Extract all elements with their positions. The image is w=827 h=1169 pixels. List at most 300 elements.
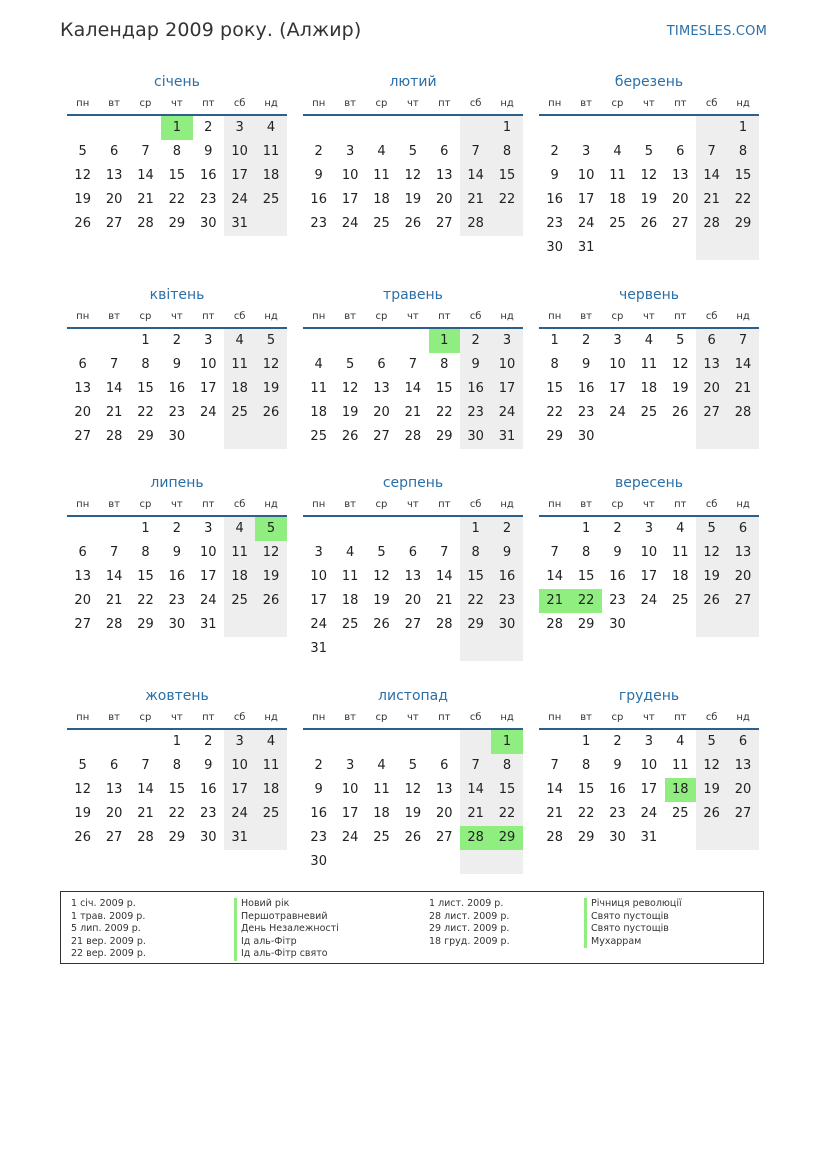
day-cell[interactable]: 11 (224, 353, 255, 377)
day-cell[interactable]: 14 (460, 164, 491, 188)
day-cell[interactable]: 18 (671, 569, 689, 584)
day-cell[interactable]: 13 (105, 168, 123, 183)
day-cell[interactable]: 29 (137, 429, 154, 444)
day-cell[interactable]: 22 (137, 405, 154, 420)
day-cell[interactable]: 13 (373, 381, 390, 396)
day-cell[interactable]: 19 (74, 806, 91, 821)
day-cell[interactable]: 24 (577, 216, 595, 231)
day-cell[interactable]: 27 (435, 216, 453, 231)
day-cell[interactable]: 18 (609, 192, 626, 207)
day-cell[interactable]: 20 (105, 806, 123, 821)
day-cell[interactable]: 22 (435, 405, 453, 420)
day-cell[interactable]: 28 (105, 617, 123, 632)
day-cell[interactable]: 15 (168, 168, 186, 183)
day-cell[interactable]: 16 (491, 565, 522, 589)
day-cell[interactable]: 9 (172, 357, 181, 372)
day-cell[interactable]: 12 (671, 357, 689, 372)
day-cell[interactable]: 23 (168, 593, 186, 608)
day-cell[interactable]: 28 (546, 617, 563, 632)
day-cell[interactable]: 10 (341, 168, 359, 183)
day-cell[interactable]: 26 (255, 589, 286, 613)
day-cell[interactable]: 5 (408, 144, 417, 159)
day-cell[interactable]: 19 (373, 593, 390, 608)
day-cell[interactable]: 6 (696, 329, 727, 353)
day-cell[interactable]: 31 (310, 641, 327, 656)
day-cell[interactable]: 7 (440, 545, 449, 560)
day-cell[interactable]: 25 (640, 405, 658, 420)
day-cell[interactable]: 15 (577, 569, 595, 584)
day-cell[interactable]: 1 (581, 734, 591, 749)
day-cell[interactable]: 9 (204, 758, 213, 773)
day-cell[interactable]: 14 (435, 569, 453, 584)
day-cell[interactable]: 8 (172, 144, 181, 159)
day-cell[interactable]: 6 (78, 357, 87, 372)
day-cell[interactable]: 27 (696, 401, 727, 425)
day-cell[interactable]: 1 (727, 116, 758, 140)
day-cell[interactable]: 10 (224, 140, 255, 164)
day-cell[interactable]: 20 (727, 565, 758, 589)
day-cell[interactable]: 13 (105, 782, 123, 797)
day-cell[interactable]: 13 (727, 754, 758, 778)
day-cell[interactable]: 15 (137, 569, 154, 584)
day-cell[interactable]: 22 (137, 593, 154, 608)
day-cell[interactable]: 3 (644, 521, 653, 536)
day-cell[interactable]: 23 (491, 589, 522, 613)
day-cell[interactable]: 7 (696, 140, 727, 164)
day-cell[interactable]: 24 (199, 405, 217, 420)
day-cell[interactable]: 10 (310, 569, 327, 584)
day-cell[interactable]: 8 (172, 758, 181, 773)
day-cell[interactable]: 18 (373, 806, 390, 821)
day-cell[interactable]: 2 (204, 120, 213, 135)
day-cell[interactable]: 6 (727, 517, 758, 541)
day-cell[interactable]: 9 (460, 353, 491, 377)
day-cell[interactable]: 19 (696, 778, 727, 802)
day-cell[interactable]: 27 (373, 429, 390, 444)
day-cell[interactable]: 10 (491, 353, 522, 377)
day-cell[interactable]: 26 (74, 216, 91, 231)
day-cell[interactable]: 8 (440, 357, 449, 372)
day-cell[interactable]: 2 (314, 758, 323, 773)
day-cell[interactable]: 3 (314, 545, 323, 560)
day-cell[interactable]: 5 (78, 758, 87, 773)
day-cell[interactable]: 14 (546, 569, 563, 584)
day-cell[interactable]: 20 (696, 377, 727, 401)
day-cell[interactable]: 24 (640, 593, 658, 608)
day-cell[interactable]: 20 (727, 778, 758, 802)
day-cell[interactable]: 16 (199, 782, 217, 797)
day-cell[interactable]: 2 (314, 144, 323, 159)
day-cell[interactable]: 16 (310, 806, 327, 821)
day-cell[interactable]: 23 (310, 216, 327, 231)
day-cell[interactable]: 6 (109, 758, 119, 773)
day-cell[interactable]: 31 (224, 826, 255, 850)
day-cell[interactable]: 11 (255, 140, 286, 164)
day-cell[interactable]: 24 (224, 802, 255, 826)
day-cell[interactable]: 25 (255, 188, 286, 212)
day-cell[interactable]: 2 (172, 521, 181, 536)
day-cell[interactable]: 11 (373, 168, 390, 183)
day-cell[interactable]: 19 (74, 192, 91, 207)
day-cell[interactable]: 2 (613, 521, 622, 536)
day-cell[interactable]: 16 (168, 569, 186, 584)
day-cell[interactable]: 2 (172, 333, 181, 348)
day-cell[interactable]: 27 (105, 216, 123, 231)
day-cell[interactable]: 11 (373, 782, 390, 797)
day-cell[interactable]: 1 (172, 734, 181, 749)
day-cell[interactable]: 10 (609, 357, 626, 372)
day-cell[interactable]: 5 (78, 144, 87, 159)
day-cell[interactable]: 4 (676, 734, 685, 749)
day-cell[interactable]: 11 (671, 758, 689, 773)
holiday-day-cell[interactable]: 1 (491, 730, 522, 754)
day-cell[interactable]: 14 (546, 782, 563, 797)
day-cell[interactable]: 1 (141, 521, 150, 536)
day-cell[interactable]: 1 (491, 116, 522, 140)
day-cell[interactable]: 11 (224, 541, 255, 565)
day-cell[interactable]: 5 (676, 333, 685, 348)
day-cell[interactable]: 12 (255, 353, 286, 377)
day-cell[interactable]: 5 (255, 329, 286, 353)
day-cell[interactable]: 16 (310, 192, 327, 207)
day-cell[interactable]: 1 (460, 517, 491, 541)
day-cell[interactable]: 24 (341, 830, 359, 845)
day-cell[interactable]: 11 (609, 168, 626, 183)
day-cell[interactable]: 9 (613, 545, 622, 560)
day-cell[interactable]: 26 (696, 802, 727, 826)
day-cell[interactable]: 15 (577, 782, 595, 797)
day-cell[interactable]: 22 (577, 806, 595, 821)
day-cell[interactable]: 18 (224, 377, 255, 401)
day-cell[interactable]: 2 (581, 333, 591, 348)
day-cell[interactable]: 24 (310, 617, 327, 632)
day-cell[interactable]: 5 (408, 758, 417, 773)
day-cell[interactable]: 12 (404, 168, 422, 183)
day-cell[interactable]: 3 (224, 730, 255, 754)
day-cell[interactable]: 19 (255, 377, 286, 401)
day-cell[interactable]: 21 (460, 188, 491, 212)
day-cell[interactable]: 26 (696, 589, 727, 613)
day-cell[interactable]: 8 (141, 357, 150, 372)
day-cell[interactable]: 3 (644, 734, 653, 749)
day-cell[interactable]: 4 (377, 758, 386, 773)
day-cell[interactable]: 14 (137, 168, 154, 183)
day-cell[interactable]: 23 (199, 806, 217, 821)
day-cell[interactable]: 10 (199, 357, 217, 372)
day-cell[interactable]: 17 (199, 569, 217, 584)
day-cell[interactable]: 21 (137, 192, 154, 207)
day-cell[interactable]: 5 (377, 545, 386, 560)
day-cell[interactable]: 18 (255, 164, 286, 188)
day-cell[interactable]: 12 (341, 381, 359, 396)
day-cell[interactable]: 17 (491, 377, 522, 401)
day-cell[interactable]: 24 (491, 401, 522, 425)
day-cell[interactable]: 1 (550, 333, 559, 348)
day-cell[interactable]: 28 (546, 830, 563, 845)
day-cell[interactable]: 12 (74, 168, 91, 183)
day-cell[interactable]: 23 (168, 405, 186, 420)
day-cell[interactable]: 7 (460, 754, 491, 778)
day-cell[interactable]: 30 (609, 830, 626, 845)
day-cell[interactable]: 8 (550, 357, 559, 372)
day-cell[interactable]: 27 (105, 830, 123, 845)
day-cell[interactable]: 17 (341, 806, 359, 821)
day-cell[interactable]: 16 (168, 381, 186, 396)
day-cell[interactable]: 16 (199, 168, 217, 183)
day-cell[interactable]: 21 (105, 593, 123, 608)
day-cell[interactable]: 9 (314, 168, 323, 183)
day-cell[interactable]: 6 (440, 144, 449, 159)
day-cell[interactable]: 19 (255, 565, 286, 589)
day-cell[interactable]: 22 (460, 589, 491, 613)
day-cell[interactable]: 12 (74, 782, 91, 797)
day-cell[interactable]: 17 (609, 381, 626, 396)
day-cell[interactable]: 22 (546, 405, 563, 420)
day-cell[interactable]: 30 (577, 429, 595, 444)
day-cell[interactable]: 4 (644, 333, 653, 348)
day-cell[interactable]: 10 (577, 168, 595, 183)
day-cell[interactable]: 5 (345, 357, 355, 372)
day-cell[interactable]: 6 (109, 144, 119, 159)
day-cell[interactable]: 13 (74, 569, 91, 584)
day-cell[interactable]: 23 (609, 593, 626, 608)
day-cell[interactable]: 7 (109, 357, 119, 372)
day-cell[interactable]: 8 (460, 541, 491, 565)
day-cell[interactable]: 12 (640, 168, 658, 183)
day-cell[interactable]: 28 (435, 617, 453, 632)
day-cell[interactable]: 28 (727, 401, 758, 425)
day-cell[interactable]: 25 (255, 802, 286, 826)
day-cell[interactable]: 28 (137, 830, 154, 845)
day-cell[interactable]: 9 (491, 541, 522, 565)
day-cell[interactable]: 16 (609, 569, 626, 584)
day-cell[interactable]: 25 (341, 617, 359, 632)
day-cell[interactable]: 8 (491, 140, 522, 164)
day-cell[interactable]: 23 (546, 216, 563, 231)
day-cell[interactable]: 24 (224, 188, 255, 212)
day-cell[interactable]: 31 (224, 212, 255, 236)
day-cell[interactable]: 27 (404, 617, 422, 632)
day-cell[interactable]: 15 (460, 565, 491, 589)
day-cell[interactable]: 28 (105, 429, 123, 444)
day-cell[interactable]: 3 (613, 333, 622, 348)
day-cell[interactable]: 23 (460, 401, 491, 425)
day-cell[interactable]: 15 (727, 164, 758, 188)
day-cell[interactable]: 25 (671, 593, 689, 608)
day-cell[interactable]: 17 (224, 778, 255, 802)
day-cell[interactable]: 6 (727, 730, 758, 754)
day-cell[interactable]: 31 (491, 425, 522, 449)
day-cell[interactable]: 27 (727, 802, 758, 826)
day-cell[interactable]: 7 (141, 144, 150, 159)
day-cell[interactable]: 21 (435, 593, 453, 608)
day-cell[interactable]: 14 (137, 782, 154, 797)
day-cell[interactable]: 10 (640, 758, 658, 773)
day-cell[interactable]: 21 (546, 806, 563, 821)
day-cell[interactable]: 21 (727, 377, 758, 401)
day-cell[interactable]: 6 (440, 758, 449, 773)
day-cell[interactable]: 19 (404, 192, 422, 207)
holiday-day-cell[interactable]: 5 (255, 517, 286, 541)
day-cell[interactable]: 24 (609, 405, 626, 420)
day-cell[interactable]: 4 (613, 144, 622, 159)
day-cell[interactable]: 7 (408, 357, 417, 372)
day-cell[interactable]: 24 (199, 593, 217, 608)
day-cell[interactable]: 3 (204, 333, 213, 348)
day-cell[interactable]: 12 (255, 541, 286, 565)
day-cell[interactable]: 13 (74, 381, 91, 396)
day-cell[interactable]: 28 (696, 212, 727, 236)
day-cell[interactable]: 11 (341, 569, 359, 584)
day-cell[interactable]: 30 (199, 830, 217, 845)
day-cell[interactable]: 31 (199, 617, 217, 632)
day-cell[interactable]: 22 (168, 192, 186, 207)
day-cell[interactable]: 8 (727, 140, 758, 164)
holiday-day-cell[interactable]: 21 (539, 589, 570, 613)
day-cell[interactable]: 13 (435, 168, 453, 183)
day-cell[interactable]: 14 (105, 569, 123, 584)
day-cell[interactable]: 13 (696, 353, 727, 377)
day-cell[interactable]: 21 (696, 188, 727, 212)
holiday-day-cell[interactable]: 18 (665, 778, 696, 802)
holiday-day-cell[interactable]: 28 (460, 826, 491, 850)
day-cell[interactable]: 7 (550, 545, 559, 560)
day-cell[interactable]: 28 (460, 212, 491, 236)
day-cell[interactable]: 29 (577, 830, 595, 845)
day-cell[interactable]: 14 (105, 381, 123, 396)
holiday-day-cell[interactable]: 1 (429, 329, 460, 353)
day-cell[interactable]: 26 (255, 401, 286, 425)
day-cell[interactable]: 5 (644, 144, 653, 159)
day-cell[interactable]: 24 (341, 216, 359, 231)
day-cell[interactable]: 15 (168, 782, 186, 797)
day-cell[interactable]: 7 (109, 545, 119, 560)
day-cell[interactable]: 2 (204, 734, 213, 749)
day-cell[interactable]: 17 (310, 593, 327, 608)
day-cell[interactable]: 19 (671, 381, 689, 396)
day-cell[interactable]: 30 (168, 429, 186, 444)
day-cell[interactable]: 26 (640, 216, 658, 231)
day-cell[interactable]: 27 (727, 589, 758, 613)
day-cell[interactable]: 7 (550, 758, 559, 773)
day-cell[interactable]: 13 (727, 541, 758, 565)
day-cell[interactable]: 23 (199, 192, 217, 207)
day-cell[interactable]: 26 (404, 216, 422, 231)
day-cell[interactable]: 23 (310, 830, 327, 845)
day-cell[interactable]: 17 (224, 164, 255, 188)
day-cell[interactable]: 8 (141, 545, 150, 560)
day-cell[interactable]: 20 (404, 593, 422, 608)
day-cell[interactable]: 4 (377, 144, 386, 159)
day-cell[interactable]: 29 (460, 613, 491, 637)
holiday-day-cell[interactable]: 29 (491, 826, 522, 850)
day-cell[interactable]: 30 (168, 617, 186, 632)
day-cell[interactable]: 20 (74, 405, 91, 420)
day-cell[interactable]: 17 (640, 569, 658, 584)
day-cell[interactable]: 9 (581, 357, 591, 372)
day-cell[interactable]: 26 (373, 617, 390, 632)
day-cell[interactable]: 27 (74, 429, 91, 444)
day-cell[interactable]: 22 (168, 806, 186, 821)
day-cell[interactable]: 26 (671, 405, 689, 420)
day-cell[interactable]: 8 (581, 758, 591, 773)
day-cell[interactable]: 18 (255, 778, 286, 802)
day-cell[interactable]: 22 (491, 802, 522, 826)
day-cell[interactable]: 16 (609, 782, 626, 797)
day-cell[interactable]: 8 (581, 545, 591, 560)
day-cell[interactable]: 26 (341, 429, 359, 444)
day-cell[interactable]: 13 (435, 782, 453, 797)
day-cell[interactable]: 17 (640, 782, 658, 797)
day-cell[interactable]: 23 (609, 806, 626, 821)
day-cell[interactable]: 3 (345, 758, 355, 773)
day-cell[interactable]: 6 (78, 545, 87, 560)
day-cell[interactable]: 9 (314, 782, 323, 797)
day-cell[interactable]: 5 (696, 730, 727, 754)
day-cell[interactable]: 30 (199, 216, 217, 231)
day-cell[interactable]: 15 (137, 381, 154, 396)
day-cell[interactable]: 21 (105, 405, 123, 420)
day-cell[interactable]: 16 (577, 381, 595, 396)
day-cell[interactable]: 13 (671, 168, 689, 183)
day-cell[interactable]: 12 (696, 754, 727, 778)
day-cell[interactable]: 29 (168, 830, 186, 845)
day-cell[interactable]: 11 (640, 357, 658, 372)
day-cell[interactable]: 10 (341, 782, 359, 797)
day-cell[interactable]: 16 (460, 377, 491, 401)
day-cell[interactable]: 4 (255, 730, 286, 754)
day-cell[interactable]: 25 (373, 216, 390, 231)
day-cell[interactable]: 29 (435, 429, 453, 444)
day-cell[interactable]: 28 (137, 216, 154, 231)
day-cell[interactable]: 26 (74, 830, 91, 845)
day-cell[interactable]: 3 (224, 116, 255, 140)
day-cell[interactable]: 20 (435, 192, 453, 207)
day-cell[interactable]: 15 (491, 778, 522, 802)
day-cell[interactable]: 19 (341, 405, 359, 420)
day-cell[interactable]: 30 (546, 240, 563, 255)
day-cell[interactable]: 21 (137, 806, 154, 821)
day-cell[interactable]: 25 (310, 429, 327, 444)
day-cell[interactable]: 25 (609, 216, 626, 231)
day-cell[interactable]: 20 (435, 806, 453, 821)
day-cell[interactable]: 20 (105, 192, 123, 207)
day-cell[interactable]: 9 (550, 168, 559, 183)
day-cell[interactable]: 25 (373, 830, 390, 845)
day-cell[interactable]: 20 (74, 593, 91, 608)
day-cell[interactable]: 3 (345, 144, 355, 159)
day-cell[interactable]: 5 (696, 517, 727, 541)
day-cell[interactable]: 7 (141, 758, 150, 773)
day-cell[interactable]: 30 (491, 613, 522, 637)
day-cell[interactable]: 10 (224, 754, 255, 778)
day-cell[interactable]: 12 (373, 569, 390, 584)
day-cell[interactable]: 15 (491, 164, 522, 188)
day-cell[interactable]: 4 (676, 521, 685, 536)
day-cell[interactable]: 29 (168, 216, 186, 231)
day-cell[interactable]: 14 (404, 381, 422, 396)
day-cell[interactable]: 18 (341, 593, 359, 608)
day-cell[interactable]: 2 (460, 329, 491, 353)
brand-link[interactable]: TIMESLES.COM (666, 24, 767, 39)
day-cell[interactable]: 2 (491, 517, 522, 541)
day-cell[interactable]: 12 (696, 541, 727, 565)
day-cell[interactable]: 4 (345, 545, 355, 560)
day-cell[interactable]: 9 (613, 758, 622, 773)
day-cell[interactable]: 19 (404, 806, 422, 821)
day-cell[interactable]: 25 (224, 589, 255, 613)
day-cell[interactable]: 31 (640, 830, 658, 845)
